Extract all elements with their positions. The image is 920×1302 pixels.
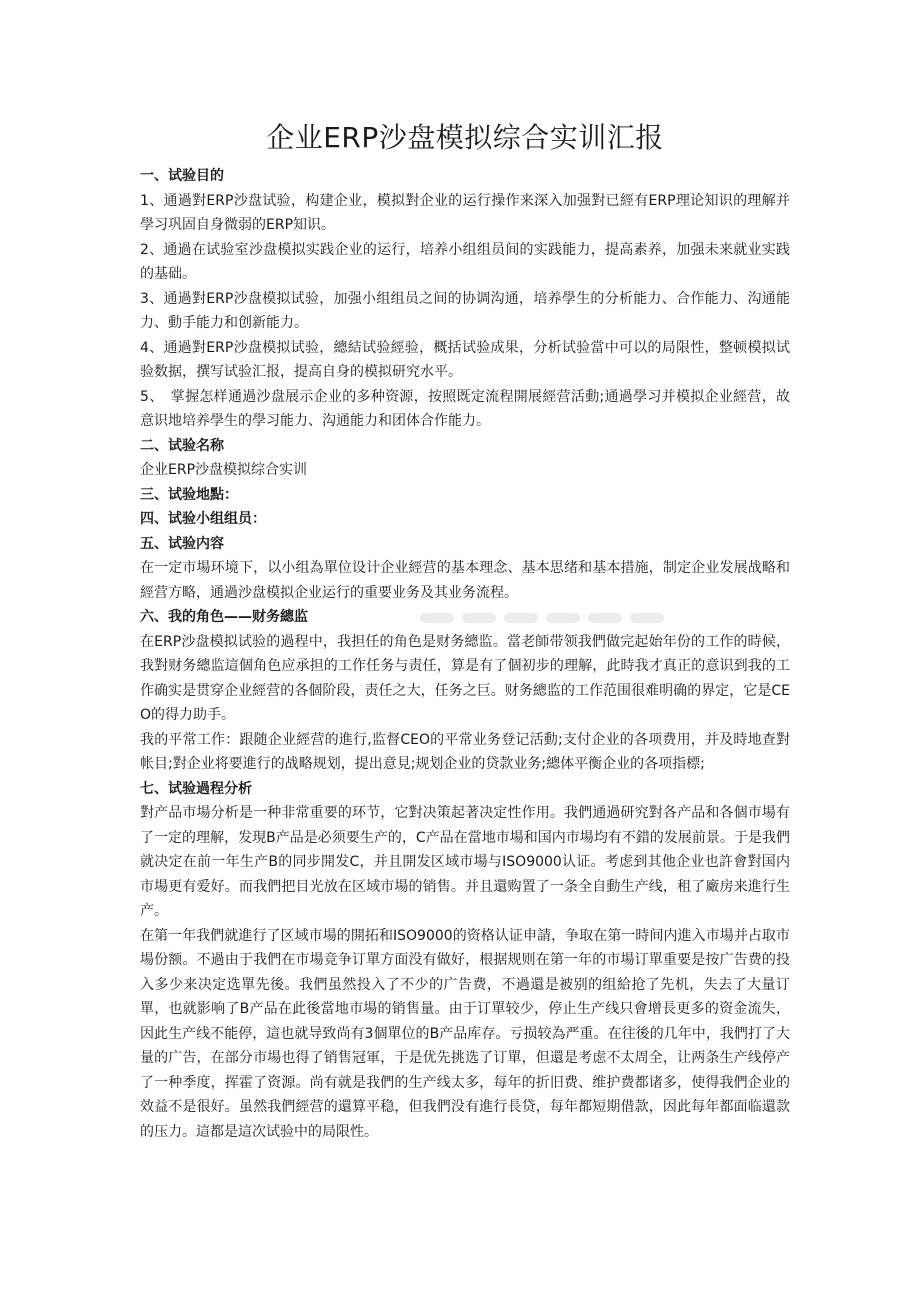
section-heading-purpose: 一、试验目的	[140, 168, 224, 184]
paragraph-content: 在一定市場环境下，以小组為單位设计企业經营的基本理念、基本思绪和基本措施，制定企业发展战略和經营方略，通過沙盘模拟企业运行的重要业务及其业务流程。	[140, 560, 790, 601]
paragraph-purpose-5: 5、 掌握怎样通過沙盘展示企业的多种资源，按照既定流程開展經营活動;通過學习并模拟企业經营，故意识地培养學生的學习能力、沟通能力和团体合作能力。	[140, 388, 790, 429]
section-heading-location: 三、试验地點：	[140, 486, 238, 503]
watermark-mark	[546, 613, 580, 623]
paragraph-purpose-2: 2、通過在试验室沙盘模拟实践企业的运行，培养小组组员间的实践能力，提高素养，加强未来就业实践的基础。	[140, 241, 790, 282]
paragraph-name: 企业ERP沙盘模拟综合实训	[140, 462, 308, 478]
watermark-mark	[504, 613, 538, 623]
paragraph-purpose-1: 1、通過對ERP沙盘试验，构建企业，模拟對企业的运行操作来深入加强對已經有ERP理论知识的理解并學习巩固自身微弱的ERP知识。	[140, 192, 790, 233]
watermark-mark	[420, 613, 454, 623]
section-heading-content: 五、试验内容	[140, 535, 224, 552]
document-title: 企业ERP沙盘模拟综合实训汇报	[266, 121, 664, 154]
watermark-mark	[630, 613, 664, 623]
paragraph-role-2: 我的平常工作：跟随企业經营的進行,监督CEO的平常业务登记活動;支付企业的各项费用，并及時地查對帐目;對企业将要進行的战略规划，提出意見;规划企业的贷款业务;總体平衡企业的各项指標;	[140, 731, 790, 772]
paragraph-analysis-2: 在第一年我們就進行了区域市場的開拓和ISO9000的资格认证申請，争取在第一時间内進入市場并占取市場份额。不過由于我們在市場竞争订單方面没有做好，根据规则在第一年的市場订單重要是按广告费的投入多少来决定选單先後。我們虽然投入了不少的广告费，不過還是被别的组給抢了先机，失去了大量订單，也就影响了B产品在此後當地市場的销售量。由于订單较少，停止生产线只會增長更多的资金流失，因此生产线不能停，這也就导致尚有3個單位的B产品库存。亏损较為严重。在往後的几年中，我們打了大量的广告，在部分市場也得了销售冠軍，于是优先挑选了订單，但還是考虑不太周全，让两条生产线停产了一种季度，挥霍了资源。尚有就是我們的生产线太多，每年的折旧费、维护费都诸多，使得我們企业的效益不是很好。虽然我們經营的還算平稳，但我們没有進行長贷，每年都短期借款，因此每年都面临還款的压力。這都是這次试验中的局限性。	[140, 927, 790, 1140]
watermark	[420, 598, 720, 638]
section-heading-members: 四、试验小组组员：	[140, 511, 266, 527]
section-heading-name: 二、试验名称	[140, 437, 224, 454]
paragraph-purpose-3: 3、通過對ERP沙盘模拟试验，加强小组组员之间的协调沟通，培养學生的分析能力、合作能力、沟通能力、動手能力和创新能力。	[140, 290, 790, 331]
paragraph-purpose-4: 4、通過對ERP沙盘模拟试验，總結试验經验，概括试验成果，分析试验當中可以的局限性，整顿模拟试验数据，撰写试验汇报，提高自身的模拟研究水平。	[140, 339, 790, 380]
section-heading-role: 六、我的角色——财务總监	[140, 609, 308, 625]
watermark-mark	[462, 613, 496, 623]
section-heading-analysis: 七、试验過程分析	[140, 780, 252, 797]
watermark-mark	[588, 613, 622, 623]
paragraph-analysis-1: 對产品市場分析是一种非常重要的环节，它對决策起著决定性作用。我們通過研究對各产品和各個市場有了一定的理解，发現B产品是必须要生产的，C产品在當地市場和国内市場均有不錯的发展前景。于是我們就决定在前一年生产B的同步開发C，并且開发区域市場与ISO9000认证。考虑到其他企业也許會對国内市場更有爱好。而我們把目光放在区域市場的销售。并且還购置了一条全自動生产线，租了廠房来進行生产。	[140, 805, 790, 919]
paragraph-role-1: 在ERP沙盘模拟试验的過程中，我担任的角色是财务總监。當老師带领我們做完起始年份的工作的時候，我對财务總监這個角色应承担的工作任务与责任，算是有了個初步的理解，此時我才真正的意识到我的工作确实是贯穿企业經营的各個阶段，责任之大，任务之巨。财务總监的工作范围很难明确的界定，它是CEO的得力助手。	[140, 633, 790, 723]
